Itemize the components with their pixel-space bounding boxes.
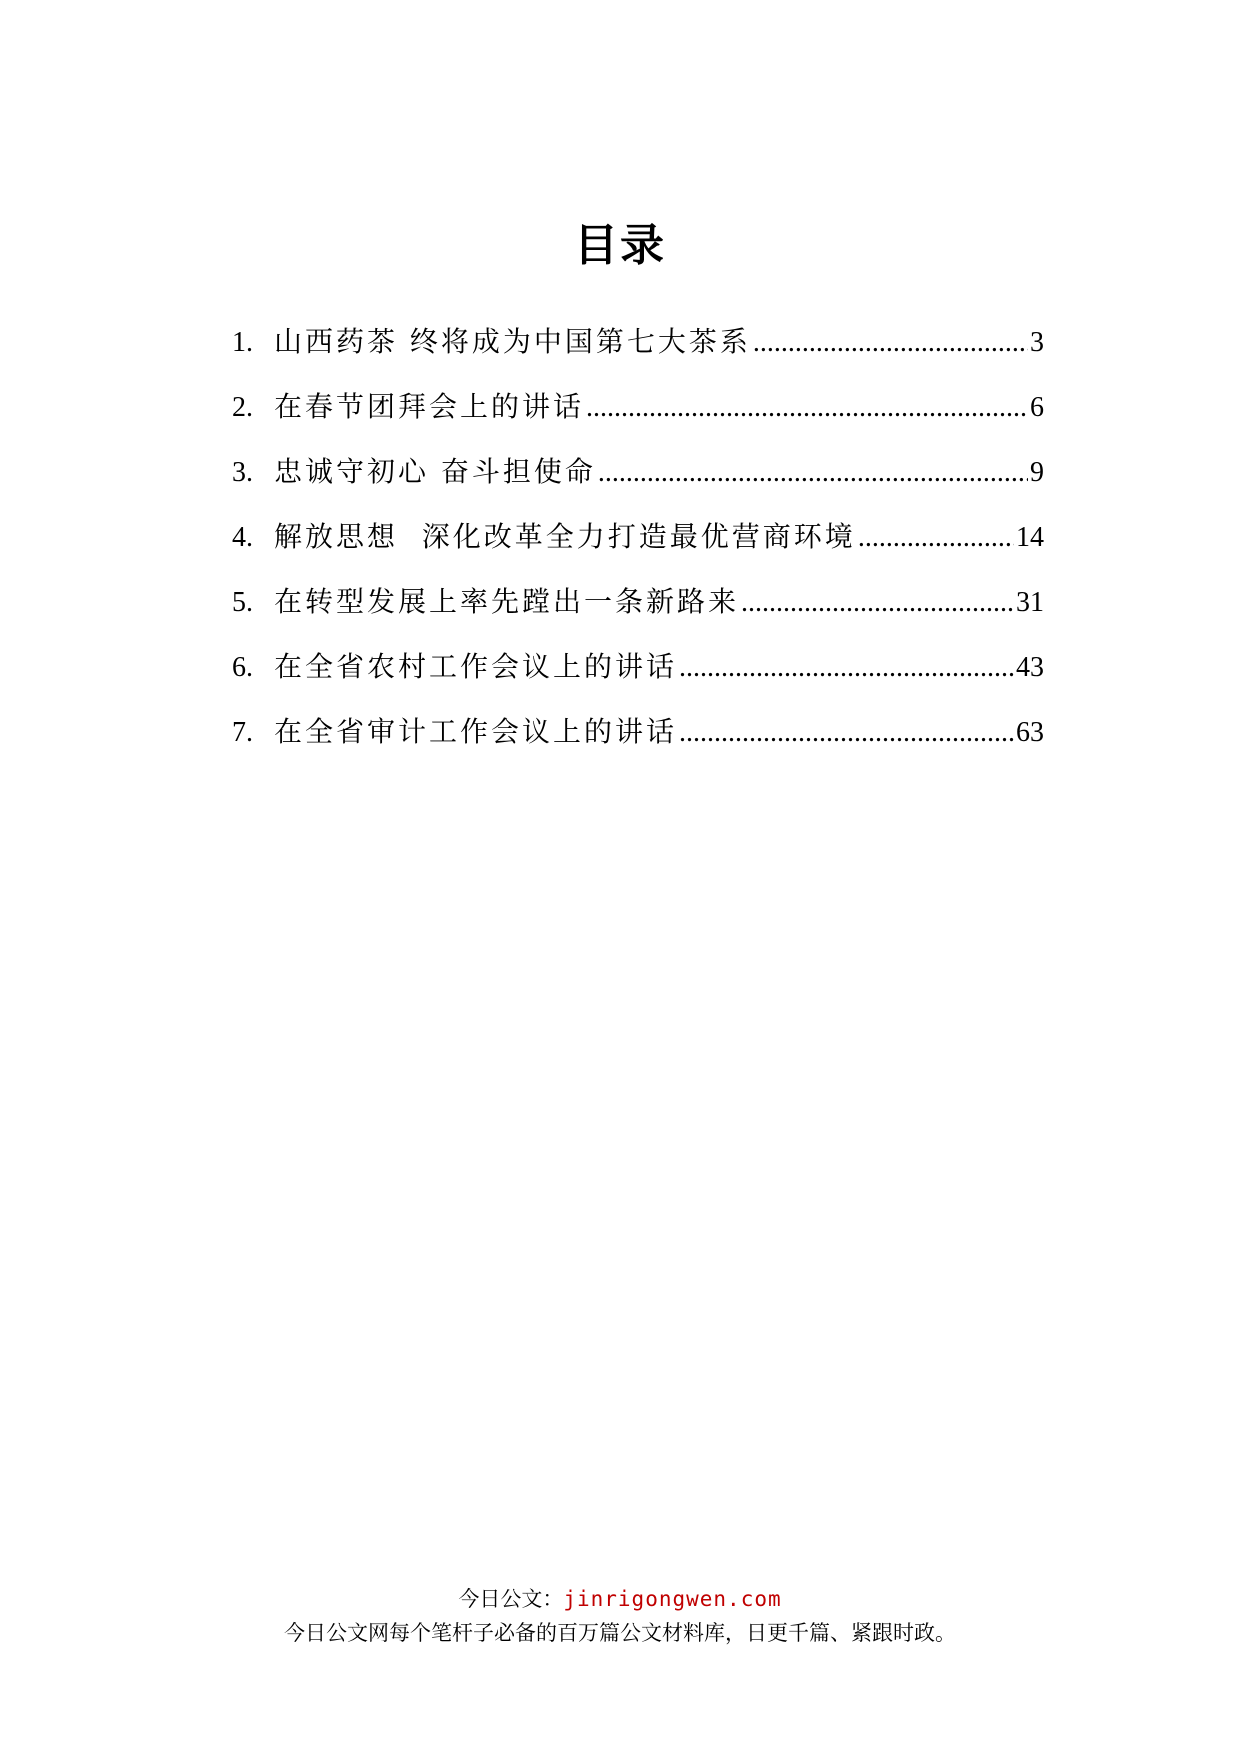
footer-slogan: 今日公文网每个笔杆子必备的百万篇公文材料库，日更千篇、紧跟时政。 [284,1621,956,1645]
footer-label: 今日公文： [458,1587,564,1611]
toc-number: 5. [232,587,253,618]
toc-entry-6[interactable] [232,647,1044,712]
toc-page-number: 9 [1030,457,1044,488]
toc-entry-3[interactable] [232,452,1044,517]
toc-number: 2. [232,392,253,423]
page-title: 目录 [574,220,666,271]
footer-site-link[interactable]: jinrigongwen.com [563,1587,782,1611]
toc-page-number: 63 [1016,717,1044,748]
toc-title: 解放思想 深化改革全力打造最优营商环境 [274,520,856,553]
toc-number: 3. [232,457,253,488]
toc-leader-dots [598,453,1028,493]
toc-number: 7. [232,717,253,748]
toc-entry-7[interactable] [232,712,1044,777]
toc-leader-dots [741,583,1014,623]
toc-title: 在全省农村工作会议上的讲话 [274,650,678,683]
toc-number: 6. [232,652,253,683]
toc-title: 忠诚守初心 奋斗担使命 [274,455,596,488]
toc-leader-dots [679,713,1014,753]
toc-entry-1[interactable] [232,322,1044,387]
toc-page-number: 14 [1016,522,1044,553]
toc-number: 1. [232,327,253,358]
toc-number: 4. [232,522,253,553]
toc-title: 在转型发展上率先蹚出一条新路来 [274,585,740,618]
toc-leader-dots [679,648,1014,688]
toc-title: 山西药茶 终将成为中国第七大茶系 [274,325,751,358]
toc-leader-dots [753,323,1028,363]
toc-entry-2[interactable] [232,387,1044,452]
toc-title: 在全省审计工作会议上的讲话 [274,715,678,748]
table-of-contents [232,322,1044,777]
toc-page-number: 31 [1016,587,1044,618]
toc-leader-dots [586,388,1028,428]
footer-source [0,1584,1240,1614]
toc-title: 在春节团拜会上的讲话 [274,390,585,423]
toc-entry-4[interactable] [232,517,1044,582]
toc-page-number: 43 [1016,652,1044,683]
toc-entry-5[interactable] [232,582,1044,647]
toc-page-number: 3 [1030,327,1044,358]
toc-page-number: 6 [1030,392,1044,423]
toc-leader-dots [858,518,1014,558]
